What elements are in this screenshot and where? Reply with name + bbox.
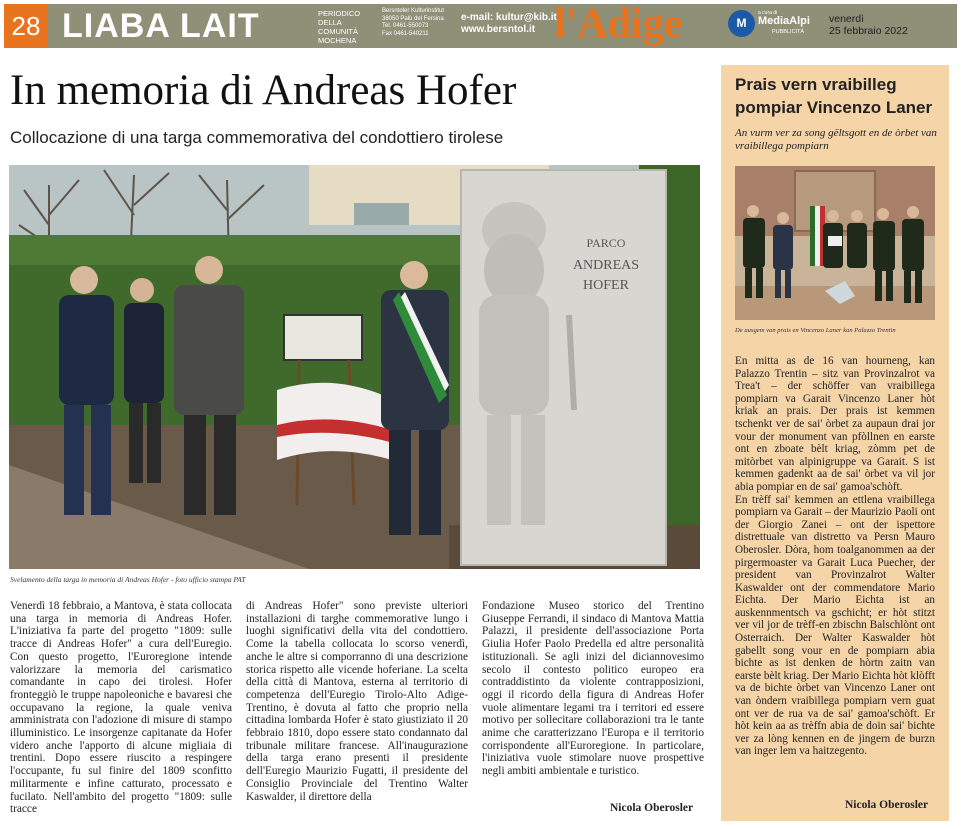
article-paragraph: Venerdì 18 febbraio, a Mantova, è stata collocata una targa in memoria di Andreas Hofer. L'iniziativa fa parte del progetto "1809: sulle tracce di Andreas Hofer" a cura dell'Euregio. Con questo progetto, l'Euroregione intende valorizzare la memoria del carismatico comandante in capo dei tirolesi. Hofer fronteggiò le truppe napoleoniche e bavaresi che occupavano la regione, la quale veniva amministrata con l'adozione di misure di stampo illuministico. Le insorgenze capitanate da Hofer videro anche l'apporto di alcune migliaia di trentini. Dopo essere riuscito a respingere l'occupante, fu sul finire del 1809 sconfitto militarmente e infine catturato, processato e fucilato. Nell'ambito del progetto "1809: sulle tracce — [10, 600, 232, 816]
monument-line: HOFER — [583, 278, 629, 293]
monument-line: ANDREAS — [572, 258, 640, 273]
mediaalpi-icon: M — [728, 10, 755, 37]
email-link[interactable]: e-mail: kultur@kib.it — [461, 12, 557, 23]
masthead-periodico: PERIODICO DELLA COMUNITÀ MOCHENA — [318, 9, 361, 45]
article-subheadline: Collocazione di una targa commemorativa del condottiero tirolese — [10, 128, 504, 147]
article-column-2 — [246, 600, 468, 803]
masthead-address — [382, 8, 452, 38]
issue-day: venerdì — [829, 13, 865, 25]
address-line: Tel. 0461-550073 — [382, 23, 429, 30]
article-paragraph: Fondazione Museo storico del Trentino Giuseppe Ferrandi, il sindaco di Mantova Mattia Palazzi, il presidente dell'associazione Porta Giulia Hofer Paolo Predella ed altre personalità istituzionali. Se agli inizi del diciannovesimo secolo il contesto politico europeo era contraddistinto da violente contrapposizioni, oggi il ricordo della figura di Andreas Hofer vuole alimentare legami tra i territori ed essere motivo per sollecitare collaborazioni tra le tante anime che caratterizzano l'Europa e il territorio corrispondente all'Euroregione. In particolare, l'iniziativa vuole stimolare nuove prospettive negli ambiti ambientale e turistico. — [482, 600, 704, 778]
page-number: 28 — [4, 4, 48, 48]
address-line: Bersntoler Kulturinstitut — [382, 8, 445, 14]
article-paragraph: di Andreas Hofer" sono previste ulteriori installazioni di targhe commemorative lungo i luoghi significativi della vita del condottiero. Come la tabella collocata lo scorso venerdì, anche le altre si comporranno di una descrizione storica rispetto alle vicende hoferiane. La scelta della città di Mantova, esterna al territorio di competenza dell'Euregio Tirolo-Alto Adige-Trentino, è dovuta al fatto che proprio nella cittadina lombarda Hofer è stato giustiziato il 20 febbraio 1810, dopo essere stato condannato dal tribunale militare francese. All'inaugurazione della targa erano presenti il presidente dell'Euregio Maurizio Fugatti, il presidente del Consiglio Provinciale del Trentino Walter Kaswalder, il direttore della — [246, 600, 468, 803]
address-line: 38050 Palù del Fersina — [382, 15, 444, 22]
article-column-3 — [482, 600, 704, 778]
masthead-title: LIABA LAIT — [62, 7, 260, 45]
agency-sub: PUBBLICITÀ — [772, 29, 805, 35]
issue-date — [829, 13, 908, 37]
sidebar-paragraph: En trèff sai' kemmen an ettlena vraibillega pompiarn va Garait – der Maurizio Paoli ont der Giorgio Zanei – ont der ispettore distrettuale van distretto va Persn Mauro Oberosler. Dòra, hom toalganommen aa der pirgermoaster va Garait Luca Puecher, der president van Provinzalrot Walter Kaswalder ont der commendatore Mario Eichta. Der Mario Eichta ist an auskennmentsch va gschicht; er hòt stitzt ver vil jor de trèff-en zbischn Balschlònt ont Osterraich. Der Walter Kaswalder hòt gabellt song vour en de pompiarn abia bichte as ist denken de hòrtn zaitn van earste bèlt kriag. Der Mario Eichta hòt klòfft va de bichte òrbet van Vincenzo Laner ont van òndern vraibillega pompiarn vern guat ont ver de rua va de sai' gamoa'schòft. Er hòt kein aa as trèffn abia de doin sai' bichte ver za lòng kennen en de jingern de burzn van inger lem va haitzegento. — [735, 493, 935, 758]
issue-date-value: 25 febbraio 2022 — [829, 25, 908, 37]
article-author: Nicola Oberosler — [610, 802, 694, 814]
photo-caption: Svelamento della targa in memoria di Andreas Hofer - foto ufficio stampa PAT — [10, 575, 246, 584]
sidebar-photo-caption: De ausgem van prais en Vincenzo Laner kan Palazzo Trentin — [735, 327, 896, 334]
web-link[interactable]: www.bersntol.it — [461, 24, 536, 35]
sidebar-paragraph: En mitta as de 16 van hourneng, kan Palazzo Trentin – sitz van Provinzalrot va Trea't – der schöffer van vraibillega pompiarn va Garait Vincenzo Laner hòt kriak an prais. Der prais ist kemmen tschenkt ver de sai' òrbet za aupaun drai jor vour der monument van pfòllnen en earste ont en zboate bèlt kriag, zòmm pet de mitòrbet van alpinigruppe va Garait. S ist kemmen gadenkt aa de sai' òrbet va vil jor abia pompiar en de sai' gamoa'schòft. — [735, 355, 935, 493]
award-photo — [735, 166, 935, 320]
sidebar-box — [721, 65, 949, 821]
sidebar-body — [735, 355, 935, 758]
sidebar-subtitle: An vurm ver za song gëltsgott en de òrbet van vraibillega pompiarn — [735, 127, 937, 152]
agency-name: MediaAlpi — [758, 15, 810, 27]
ceremony-photo — [9, 165, 700, 569]
address-line: Fax 0461-540211 — [382, 30, 429, 37]
sidebar-photo — [735, 166, 935, 320]
article-headline: In memoria di Andreas Hofer — [10, 67, 517, 114]
monument-line: PARCO — [586, 236, 626, 250]
article-photo — [9, 165, 700, 569]
article-column-1 — [10, 600, 232, 816]
agency-cura: a cura di — [758, 10, 778, 16]
sidebar-author: Nicola Oberosler — [845, 799, 929, 811]
newspaper-logo: l'Adige — [554, 1, 683, 47]
sidebar-title: Prais vern vraibilleg pompiar Vincenzo Laner — [735, 75, 933, 117]
masthead-contacts — [461, 12, 557, 36]
